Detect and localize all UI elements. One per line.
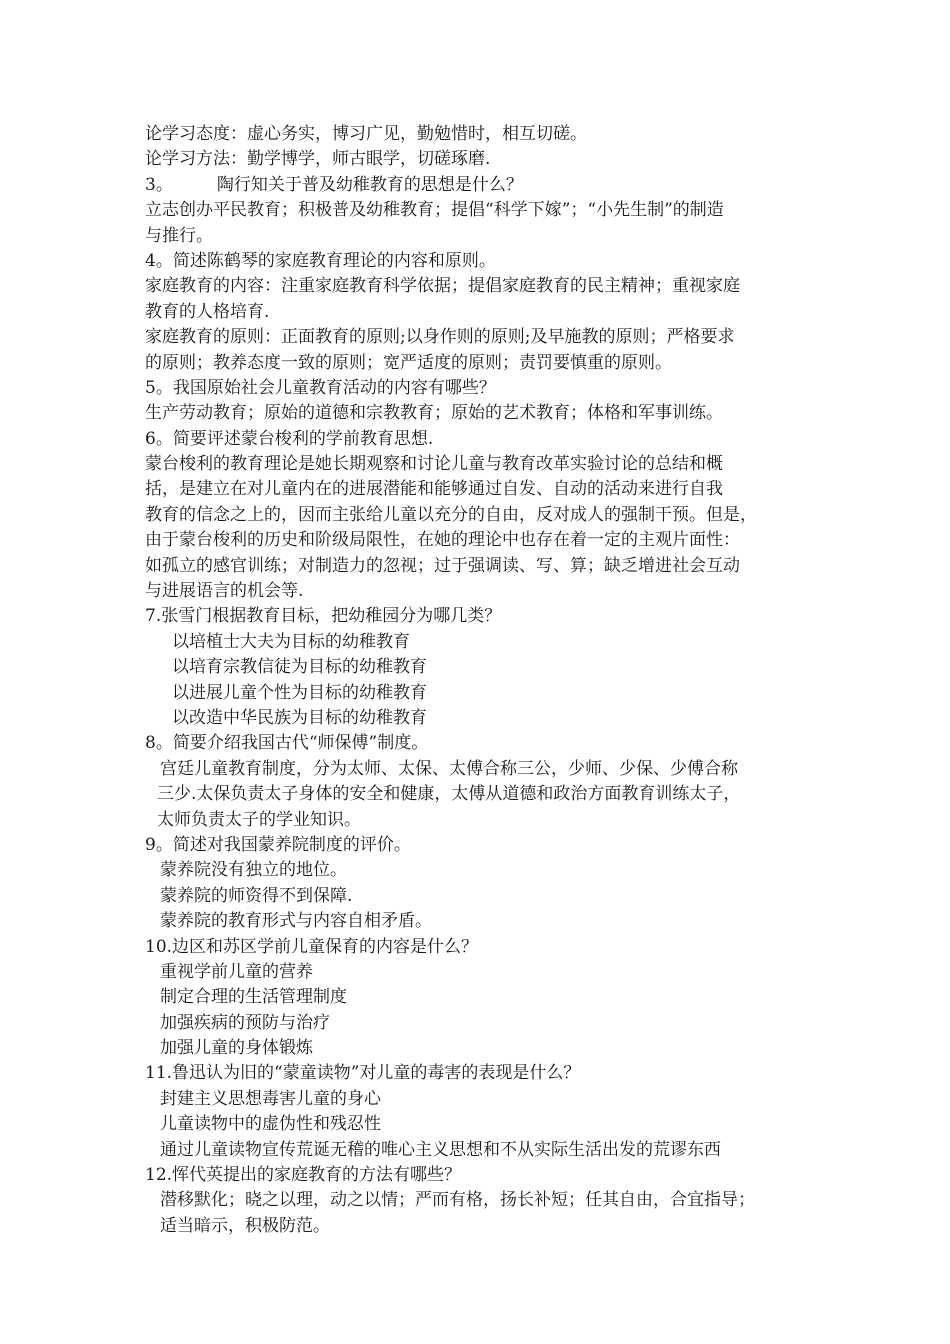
question-heading: 10.边区和苏区学前儿童保育的内容是什么？ bbox=[145, 936, 479, 957]
text-line: 三少.太保负责太子身体的安全和健康，太傅从道德和政治方面教育训练太子， bbox=[157, 784, 741, 805]
question-heading: 5。我国原始社会儿童教育活动的内容有哪些？ bbox=[145, 377, 496, 398]
question-heading: 8。简要介绍我国古代“师保傅”制度。 bbox=[145, 733, 429, 754]
text-line: 潜移默化；晓之以理，动之以情；严而有格，扬长补短；任其自由，合宜指导； bbox=[160, 1190, 755, 1211]
text-line: 论学习态度：虚心务实，博习广见，勤勉惜时，相互切磋。 bbox=[145, 124, 587, 144]
question-heading: 6。简要评述蒙台梭利的学前教育思想. bbox=[145, 428, 434, 449]
list-item: 重视学前儿童的营养 bbox=[160, 961, 313, 982]
list-item: 以培植士大夫为目标的幼稚教育 bbox=[172, 631, 410, 652]
list-item: 蒙养院的教育形式与内容自相矛盾。 bbox=[160, 911, 432, 932]
question-number: 3。 bbox=[145, 174, 173, 195]
question-heading: 7.张雪门根据教育目标，把幼稚园分为哪几类？ bbox=[145, 606, 502, 627]
text-line: 由于蒙台梭利的历史和阶级局限性，在她的理论中也存在着一定的主观片面性： bbox=[145, 530, 740, 551]
list-item: 以培育宗教信徒为目标的幼稚教育 bbox=[172, 657, 427, 678]
document-page bbox=[145, 122, 825, 1239]
text-line: 与进展语言的机会等. bbox=[145, 581, 304, 602]
text-line: 教育的人格培育. bbox=[145, 301, 270, 322]
list-item: 通过儿童读物宣传荒诞无稽的唯心主义思想和不从实际生活出发的荒谬东西 bbox=[160, 1139, 721, 1160]
list-item: 加强疾病的预防与治疗 bbox=[160, 1012, 330, 1033]
list-item: 制定合理的生活管理制度 bbox=[160, 987, 347, 1008]
text-line: 宫廷儿童教育制度，分为太师、太保、太傅合称三公，少师、少保、少傅合称 bbox=[160, 758, 738, 779]
question-heading: 9。简述对我国蒙养院制度的评价。 bbox=[145, 834, 411, 855]
list-item: 以进展儿童个性为目标的幼稚教育 bbox=[172, 682, 427, 703]
list-item: 儿童读物中的虚伪性和残忍性 bbox=[160, 1114, 381, 1135]
text-line: 家庭教育的内容：注重家庭教育科学依据；提倡家庭教育的民主精神；重视家庭 bbox=[145, 276, 740, 297]
text-line: 的原则；教养态度一致的原则；宽严适度的原则；责罚要慎重的原则。 bbox=[145, 352, 672, 373]
text-line: 括，是建立在对儿童内在的进展潜能和能够通过自发、自动的活动来进行自我 bbox=[145, 479, 723, 500]
list-item: 封建主义思想毒害儿童的身心 bbox=[160, 1088, 381, 1109]
text-line: 太师负责太子的学业知识。 bbox=[157, 809, 361, 830]
question-heading bbox=[145, 173, 825, 198]
question-heading: 12.恽代英提出的家庭教育的方法有哪些？ bbox=[145, 1165, 462, 1186]
question-heading: 4。简述陈鹤琴的家庭教育理论的内容和原则。 bbox=[145, 250, 496, 271]
text-line: 教育的信念之上的，因而主张给儿童以充分的自由，反对成人的强制干预。但是， bbox=[145, 504, 757, 525]
text-line: 论学习方法：勤学博学，师古眼学，切磋琢磨. bbox=[145, 149, 491, 170]
list-item: 蒙养院的师资得不到保障. bbox=[160, 885, 353, 906]
text-line: 家庭教育的原则：正面教育的原则;以身作则的原则;及早施教的原则；严格要求 bbox=[145, 327, 735, 348]
list-item: 蒙养院没有独立的地位。 bbox=[160, 860, 347, 881]
text-line: 适当暗示，积极防范。 bbox=[160, 1215, 330, 1236]
text-line: 立志创办平民教育；积极普及幼稚教育；提倡“科学下嫁”；“小先生制”的制造 bbox=[145, 200, 724, 221]
text-line: 生产劳动教育；原始的道德和宗教教育；原始的艺术教育；体格和军事训练。 bbox=[145, 403, 723, 424]
list-item: 以改造中华民族为目标的幼稚教育 bbox=[172, 707, 427, 728]
text-line: 与推行。 bbox=[145, 225, 213, 246]
question-text: 陶行知关于普及幼稚教育的思想是什么？ bbox=[216, 174, 523, 195]
question-heading: 11.鲁迅认为旧的“蒙童读物”对儿童的毒害的表现是什么？ bbox=[145, 1063, 581, 1084]
text-line: 如孤立的感官训练；对制造力的忽视；过于强调读、写、算；缺乏增进社会互动 bbox=[145, 555, 740, 576]
list-item: 加强儿童的身体锻炼 bbox=[160, 1038, 313, 1059]
text-line: 蒙台梭利的教育理论是她长期观察和讨论儿童与教育改革实验讨论的总结和概 bbox=[145, 454, 723, 475]
